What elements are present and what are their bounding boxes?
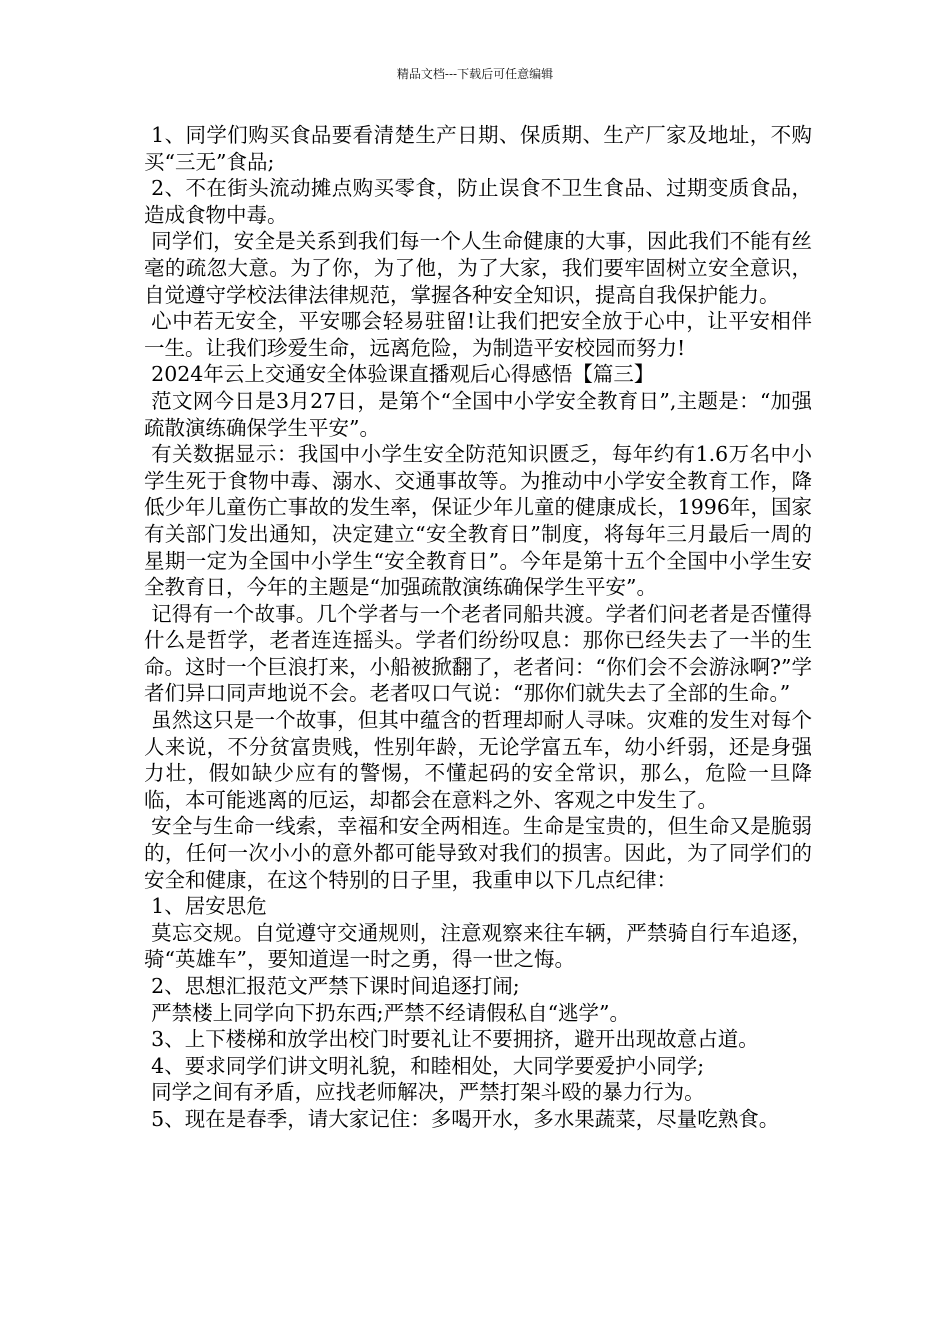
paragraph-no-throwing: 严禁楼上同学向下扔东西;严禁不经请假私自“逃学”。	[151, 1000, 631, 1025]
paragraph-food-purchase: 1、同学们购买食品要看清楚生产日期、保质期、生产厂家及地址，不购买“三无”食品;	[144, 123, 812, 174]
paragraph-traffic-rules: 莫忘交规。自觉遵守交通规则，注意观察来往车辆，严禁骑自行车追逐，骑“英雄车”，要知道逞一时之勇，得一世之悔。	[144, 920, 812, 972]
paragraph-statistics: 有关数据显示：我国中小学生安全防范知识匮乏，每年约有1.6万名中小学生死于食物中毒、溺水、交通事故等。为推动中小学安全教育工作，降低少年儿童伤亡事故的发生率，保证少年儿童的健康成长，1996年，国家有关部门发出通知，决定建立“安全教育日”制度，将每年三月最后一周的星期一定为全国中小学生“安全教育日”。今年是第十五个全国中小学生安全教育日，今年的主题是“加强疏散演练确保学生平安”。	[144, 442, 812, 600]
paragraph-street-vendors: 2、不在街头流动摊点购买零食，防止误食不卫生食品、过期变质食品，造成食物中毒。	[144, 176, 812, 227]
paragraph-story-meaning: 虽然这只是一个故事，但其中蕴含的哲理却耐人寻味。灾难的发生对每个人来说，不分贫富贵贱，性别年龄，无论学富五车，幼小纤弱，还是身强力壮，假如缺少应有的警惕，不懂起码的安全常识，那么，危险一旦降临，本可能逃离的厄运，却都会在意料之外、客观之中发生了。	[144, 708, 812, 812]
paragraph-safety-awareness: 同学们，安全是关系到我们每一个人生命健康的大事，因此我们不能有丝毫的疏忽大意。为了你，为了他，为了大家，我们要牢固树立安全意识，自觉遵守学校法律法律规范，掌握各种安全知识，提高自我保护能力。	[144, 229, 812, 307]
list-item-3: 3、上下楼梯和放学出校门时要礼让不要拥挤，避开出现故意占道。	[151, 1027, 759, 1052]
document-body	[144, 122, 812, 1133]
paragraph-story: 记得有一个故事。几个学者与一个老者同船共渡。学者们问老者是否懂得什么是哲学，老者连连摇头。学者们纷纷叹息：那你已经失去了一半的生命。这时一个巨浪打来，小船被掀翻了，老者问：“你们会不会游泳啊?”学者们异口同声地说不会。老者叹口气说：“那你们就失去了全部的生命。”	[144, 601, 812, 706]
paragraph-discipline-intro: 安全与生命一线索，幸福和安全两相连。生命是宝贵的，但生命又是脆弱的，任何一次小小的意外都可能导致对我们的损害。因此，为了同学们的安全和健康，在这个特别的日子里，我重申以下几点纪律：	[144, 814, 812, 892]
list-item-5: 5、现在是春季，请大家记住：多喝开水，多水果蔬菜，尽量吃熟食。	[151, 1106, 780, 1131]
paragraph-resolve-conflicts: 同学之间有矛盾，应找老师解决，严禁打架斗殴的暴力行为。	[151, 1080, 705, 1105]
list-item-2: 2、思想汇报范文严禁下课时间追逐打闹;	[151, 974, 520, 998]
section-title: 2024年云上交通安全体验课直播观后心得感悟【篇三】	[151, 362, 655, 387]
list-item-4: 4、要求同学们讲文明礼貌，和睦相处，大同学要爱护小同学;	[151, 1053, 705, 1078]
page-header: 精品文档---下载后可任意编辑	[396, 67, 554, 81]
paragraph-safety-heart: 心中若无安全，平安哪会轻易驻留!让我们把安全放于心中，让平安相伴一生。让我们珍爱生命，远离危险，为制造平安校园而努力!	[144, 309, 812, 360]
paragraph-safety-day: 范文网今日是3月27日，是第个“全国中小学安全教育日”,主题是：“加强疏散演练确保学生平安”。	[144, 388, 812, 440]
list-item-1: 1、居安思危	[151, 894, 267, 919]
